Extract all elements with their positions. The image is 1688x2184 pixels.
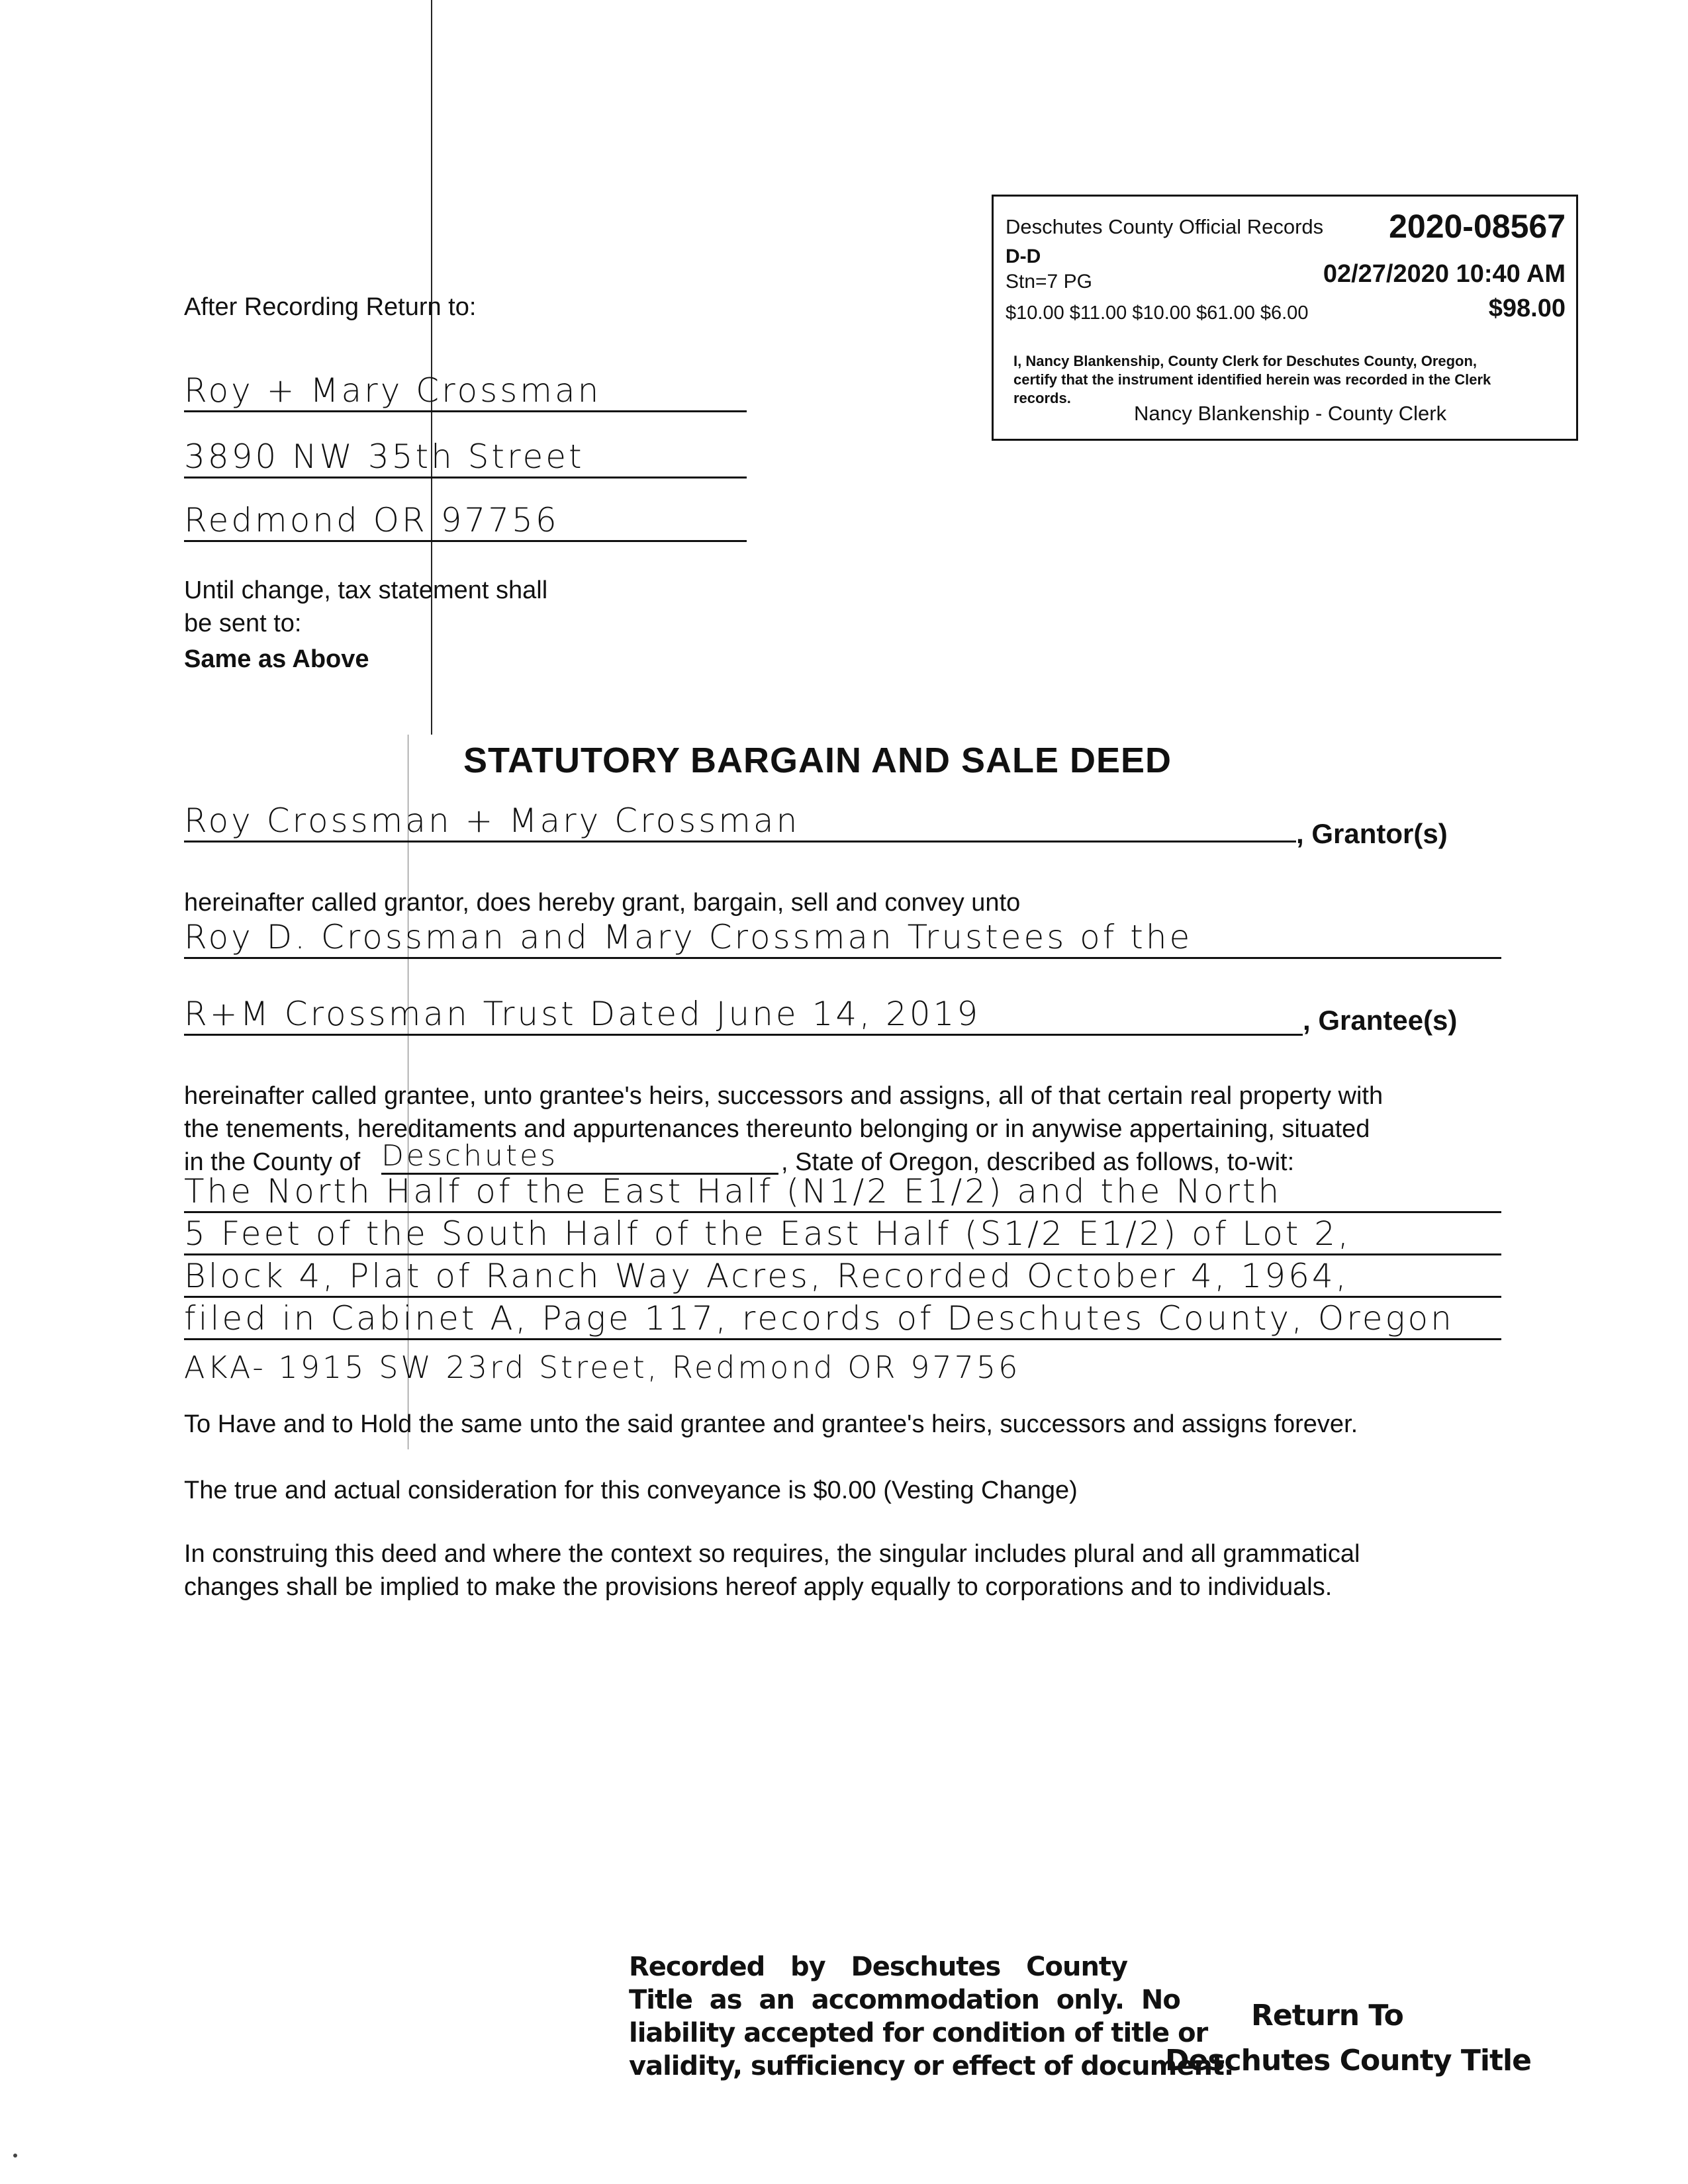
consideration-statement: The true and actual consideration for this conveyance is $0.00 (Vesting Change) <box>184 1477 1078 1504</box>
habendum-clause: To Have and to Hold the same unto the said grantee and grantee's heirs, successors and assigns forever. <box>184 1410 1358 1438</box>
return-street: 3890 NW 35th Street <box>184 437 747 478</box>
scan-speck <box>13 2154 17 2158</box>
grant-text: hereinafter called grantor, does hereby grant, bargain, sell and convey unto <box>184 889 1021 917</box>
disclaimer-line4: validity, sufficiency or effect of document. <box>629 2051 1234 2081</box>
conveyance-line2: the tenements, hereditaments and appurtenances thereunto belonging or in anywise appertaining, situated <box>184 1115 1370 1143</box>
construing-line1: In construing this deed and where the context so requires, the singular includes plural and all grammatical <box>184 1540 1360 1568</box>
grantor-label: , Grantor(s) <box>1296 818 1448 849</box>
recording-stamp <box>992 195 1578 441</box>
scan-line-artifact <box>431 0 432 735</box>
stamp-stn: Stn=7 PG <box>1006 271 1092 293</box>
stamp-cert-line1: I, Nancy Blankenship, County Clerk for Deschutes County, Oregon, <box>1013 353 1477 369</box>
tax-same-as-above: Same as Above <box>184 645 369 673</box>
legal-line4: filed in Cabinet A, Page 117, records of Deschutes County, Oregon <box>184 1298 1501 1340</box>
grantee-label: , Grantee(s) <box>1303 1005 1458 1036</box>
stamp-office: Deschutes County Official Records <box>1006 215 1324 238</box>
return-city: Redmond OR 97756 <box>184 500 747 542</box>
disclaimer-line1: Recorded by Deschutes County <box>629 1952 1128 1982</box>
grantee-line1: Roy D. Crossman and Mary Crossman Trustees of the <box>184 917 1501 959</box>
disclaimer-line3: liability accepted for condition of title or <box>629 2018 1208 2048</box>
county-suffix: , State of Oregon, described as follows, to-wit: <box>781 1148 1295 1176</box>
return-to-label: Return To <box>1251 1999 1403 2032</box>
stamp-cert-line3: records. <box>1013 390 1071 406</box>
stamp-total: $98.00 <box>1488 295 1566 322</box>
construing-line2: changes shall be implied to make the provisions hereof apply equally to corporations and to individuals. <box>184 1573 1333 1601</box>
legal-line1: The North Half of the East Half (N1/2 E1/2) and the North <box>184 1171 1501 1213</box>
grantee-line2: R+M Crossman Trust Dated June 14, 2019 <box>184 994 1303 1036</box>
legal-line3: Block 4, Plat of Ranch Way Acres, Recorded October 4, 1964, <box>184 1256 1501 1298</box>
stamp-doc-type: D-D <box>1006 246 1041 267</box>
stamp-fees: $10.00 $11.00 $10.00 $61.00 $6.00 <box>1006 302 1309 324</box>
deed-title: STATUTORY BARGAIN AND SALE DEED <box>463 741 1172 780</box>
stamp-clerk: Nancy Blankenship - County Clerk <box>1134 402 1447 425</box>
county-prefix: in the County of <box>184 1148 361 1176</box>
county-name: Deschutes <box>381 1140 778 1175</box>
stamp-cert-line2: certify that the instrument identified herein was recorded in the Clerk <box>1013 371 1491 388</box>
return-to-company: Deschutes County Title <box>1165 2044 1531 2077</box>
return-label: After Recording Return to: <box>184 293 477 321</box>
stamp-doc-number: 2020-08567 <box>1389 208 1566 245</box>
grantor-name: Roy Crossman + Mary Crossman <box>184 801 1296 842</box>
conveyance-line1: hereinafter called grantee, unto grantee's heirs, successors and assigns, all of that certain real property with <box>184 1082 1383 1110</box>
aka-line: AKA- 1915 SW 23rd Street, Redmond OR 97756 <box>184 1349 1021 1385</box>
stamp-datetime: 02/27/2020 10:40 AM <box>1323 260 1566 288</box>
return-name: Roy + Mary Crossman <box>184 371 747 412</box>
tax-line2: be sent to: <box>184 610 302 637</box>
tax-line1: Until change, tax statement shall <box>184 576 548 604</box>
disclaimer-line2: Title as an accommodation only. No <box>629 1985 1180 2015</box>
legal-line2: 5 Feet of the South Half of the East Half (S1/2 E1/2) of Lot 2, <box>184 1214 1501 1255</box>
